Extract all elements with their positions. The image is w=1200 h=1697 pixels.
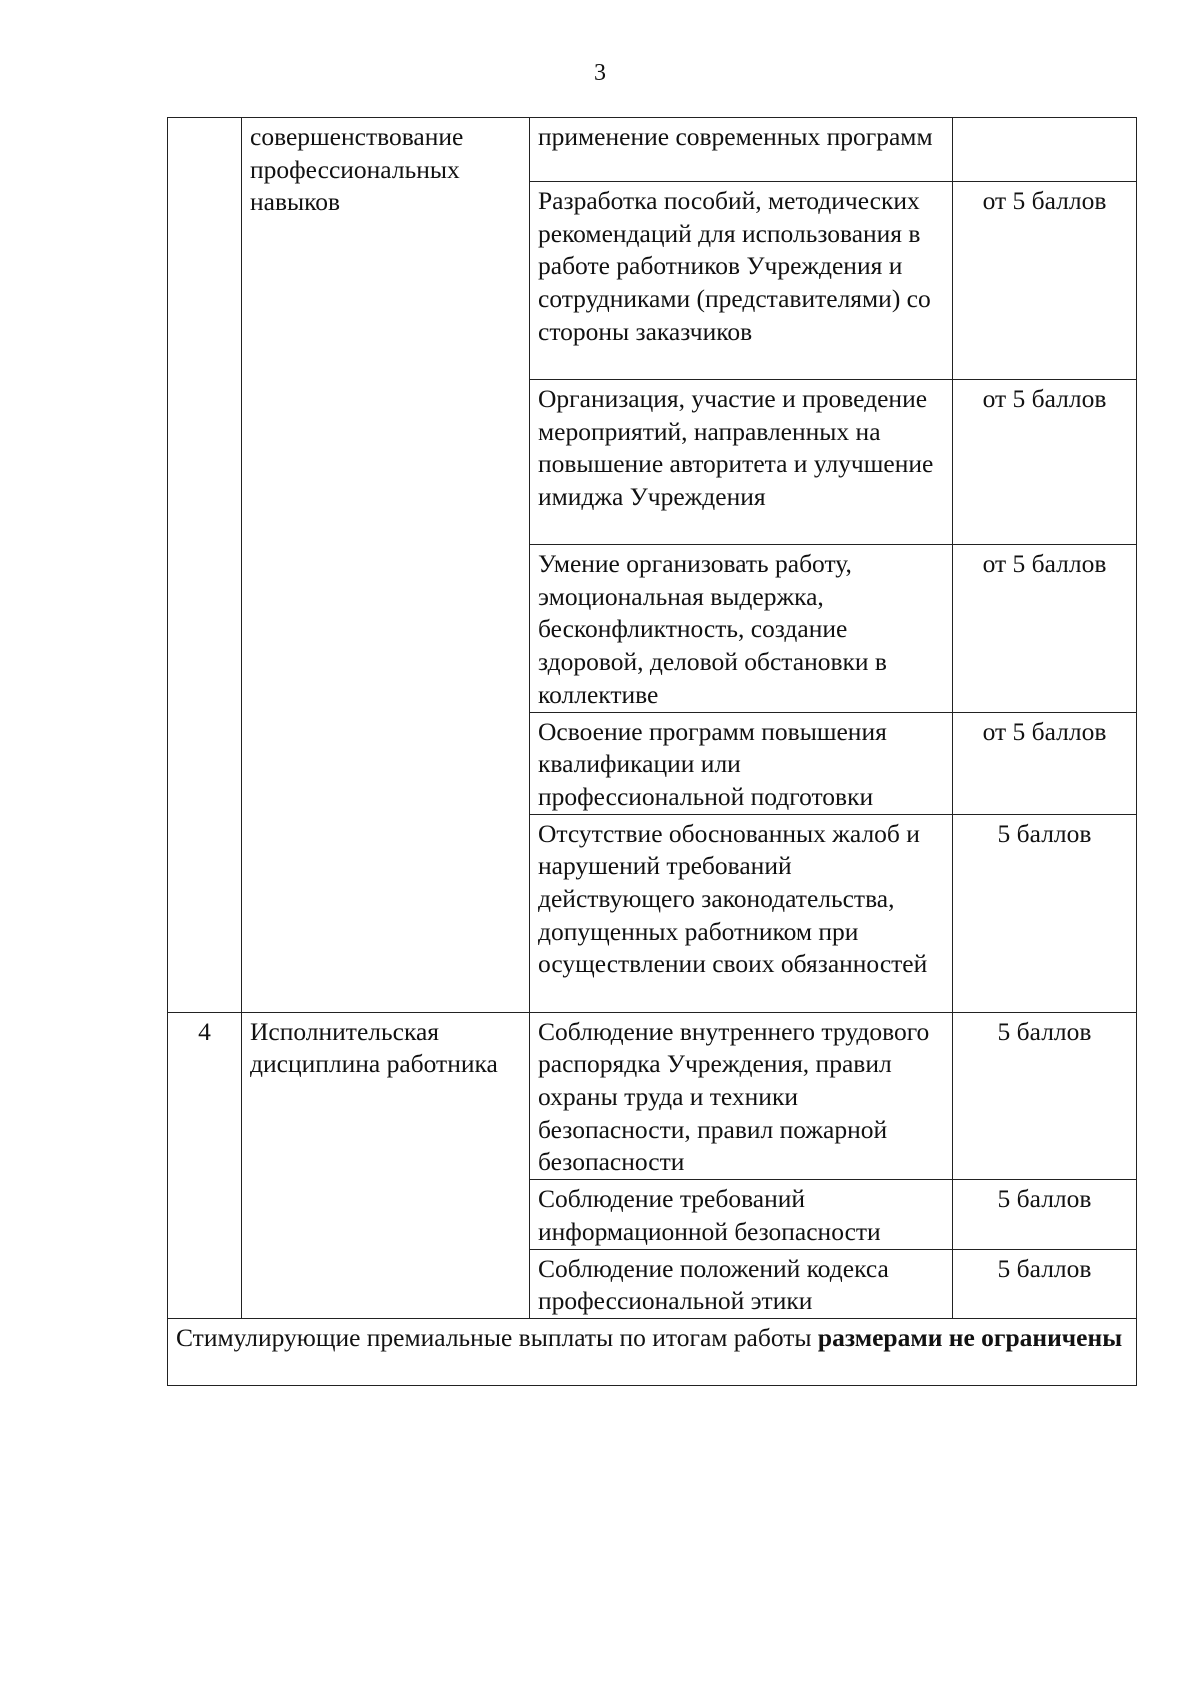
indicator-cell: применение современных программ	[530, 118, 953, 182]
indicator-cell: Соблюдение положений кодекса профессиональной этики	[530, 1249, 953, 1318]
score-cell: от 5 баллов	[953, 712, 1137, 814]
score-cell: от 5 баллов	[953, 545, 1137, 713]
table-footer-row	[168, 1318, 1137, 1385]
score-cell: 5 баллов	[953, 1012, 1137, 1180]
footer-bold-text: размерами не ограничены	[817, 1322, 1123, 1352]
criterion-cell: Исполнительская дисциплина работника	[242, 1012, 530, 1318]
table-row	[168, 1012, 1137, 1180]
score-cell	[953, 118, 1137, 182]
indicator-cell: Отсутствие обоснованных жалоб и нарушений требований действующего законодательства, допущенных работником при осуществлении своих обязанностей	[530, 814, 953, 1012]
page-number: 3	[594, 60, 606, 86]
indicator-cell: Соблюдение внутреннего трудового распорядка Учреждения, правил охраны труда и техники безопасности, правил пожарной безопасности	[530, 1012, 953, 1180]
criterion-cell: совершенствование профессиональных навыков	[242, 118, 530, 1013]
score-cell: 5 баллов	[953, 1249, 1137, 1318]
score-cell: от 5 баллов	[953, 380, 1137, 545]
score-cell: от 5 баллов	[953, 182, 1137, 380]
indicator-cell: Освоение программ повышения квалификации или профессиональной подготовки	[530, 712, 953, 814]
footer-text: Стимулирующие премиальные выплаты по итогам работы	[176, 1322, 818, 1352]
table-row	[168, 118, 1137, 182]
indicator-cell: Соблюдение требований информационной безопасности	[530, 1180, 953, 1249]
indicator-cell: Умение организовать работу, эмоциональная выдержка, бесконфликтность, создание здоровой, деловой обстановки в коллективе	[530, 545, 953, 713]
footer-cell	[168, 1318, 1137, 1385]
criteria-table	[167, 117, 1137, 1386]
row-number-cell: 4	[168, 1012, 242, 1318]
row-number-cell	[168, 118, 242, 1013]
score-cell: 5 баллов	[953, 1180, 1137, 1249]
indicator-cell: Разработка пособий, методических рекомендаций для использования в работе работников Учреждения и сотрудниками (представителями) со стороны заказчиков	[530, 182, 953, 380]
score-cell: 5 баллов	[953, 814, 1137, 1012]
indicator-cell: Организация, участие и проведение мероприятий, направленных на повышение авторитета и улучшение имиджа Учреждения	[530, 380, 953, 545]
